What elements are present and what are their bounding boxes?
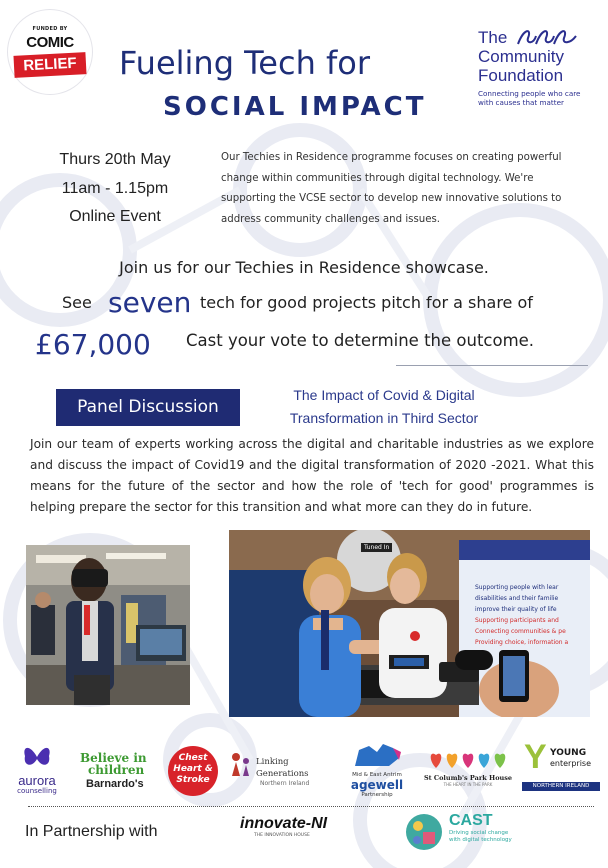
programme-description: Our Techies in Residence programme focuses on creating powerful change within communities through digital technology. We're supporting the VCSE sector to develop new innovative solutions to address community challenges and issues. xyxy=(221,152,562,225)
ye-mark-icon: Y xyxy=(524,738,547,776)
butterfly-icon xyxy=(22,744,52,770)
hearts-figures-icon xyxy=(428,746,508,770)
aurora-logo: aurora counselling xyxy=(4,744,70,795)
comic-wordmark: COMIC xyxy=(26,34,74,51)
prize-amount: £67,000 xyxy=(35,328,151,361)
cast-globe-icon xyxy=(405,812,443,852)
chest-heart-stroke-logo: Chest Heart & Stroke xyxy=(168,746,218,796)
funded-by-label: FUNDED BY xyxy=(32,26,68,32)
tuned-in-sign: Tuned In xyxy=(361,543,392,552)
cast-logo: CAST Driving social change with digital technology xyxy=(405,812,525,844)
photo-vr-headset xyxy=(26,545,190,705)
foundation-tagline: Connecting people who care with causes that matter xyxy=(478,89,581,107)
panel-description: Join our team of experts working across the digital and charitable industries as we explore and discuss the impact of Covid19 and the digital transformation of 2020 -2021. What this means for the future of the sector and how the role of 'tech for good' programmes is helping prepare the sector for this transition and what more can they do in future. xyxy=(30,437,594,514)
divider xyxy=(396,365,588,366)
relief-wordmark: RELIEF xyxy=(13,52,86,78)
foundation-name-line2: Community xyxy=(478,47,564,66)
project-count: seven xyxy=(108,286,192,319)
vote-text: Cast your vote to determine the outcome. xyxy=(186,331,535,350)
showcase-invite: Join us for our Techies in Residence showcase. xyxy=(119,258,489,277)
innovate-ni-logo: innovate-NI THE INNOVATION HOUSE xyxy=(240,815,328,838)
vr-photo-illustration xyxy=(26,545,190,705)
young-enterprise-logo: Y YOUNG enterprise NORTHERN IRELAND xyxy=(522,742,600,791)
foundation-loops-icon xyxy=(516,24,580,46)
event-date: Thurs 20th May xyxy=(59,151,171,168)
linking-generations-logo: Linking Generations Northern Ireland xyxy=(230,752,340,787)
st-columbs-park-house-logo: St Columb's Park House THE HEART IN THE PARK xyxy=(422,746,514,787)
agewell-logo: Mid & East Antrim agewell Partnership xyxy=(340,742,414,799)
event-time: 11am - 1.15pm xyxy=(61,179,169,197)
linking-figures-icon xyxy=(230,752,252,778)
page-title-line2: SOCIAL IMPACT xyxy=(163,92,427,122)
stand-banner-text: Supporting people with lear disabilities and their familie improve their quality of life Supporting participants and Connecting communities & pe Providing choice, information a xyxy=(475,584,569,646)
partners-divider xyxy=(28,806,594,807)
foundation-name-line3: Foundation xyxy=(478,66,564,85)
panel-discussion-label: Panel Discussion xyxy=(56,389,240,426)
event-location: Online Event xyxy=(69,208,161,225)
photo-community-stand xyxy=(229,530,590,717)
page-title-line1: Fueling Tech for xyxy=(119,44,371,82)
comic-relief-badge xyxy=(8,10,92,94)
foundation-name-line1: The xyxy=(478,28,508,47)
event-details xyxy=(40,146,190,232)
pitch-text: tech for good projects pitch for a share of xyxy=(200,293,533,312)
see-label: See xyxy=(62,293,92,312)
barnardos-logo: Believe in children Barnardo's xyxy=(80,751,147,790)
partnership-label: In Partnership with xyxy=(25,823,158,840)
community-foundation-logo xyxy=(478,28,598,107)
region-map-icon xyxy=(349,742,405,768)
panel-heading: The Impact of Covid & Digital Transformation in Third Sector xyxy=(289,387,479,426)
